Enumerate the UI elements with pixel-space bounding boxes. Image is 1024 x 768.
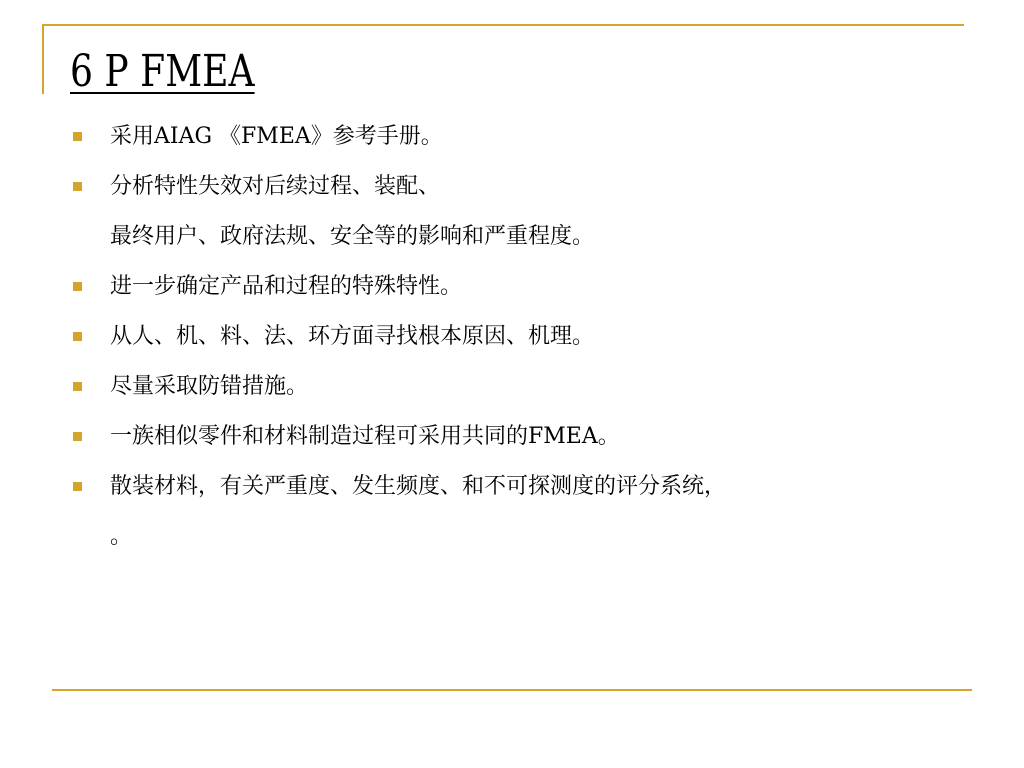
bullet-item: [70, 112, 970, 162]
bullet-text: 尽量采取防错措施。: [110, 374, 309, 399]
top-border-line: [42, 24, 964, 26]
left-border-line: [42, 24, 44, 94]
square-bullet-icon: [73, 132, 82, 141]
bullet-text: 。: [110, 524, 133, 549]
bullet-text: 散装材料，有关严重度、发生频度、和不可探测度的评分系统，: [110, 474, 727, 499]
square-bullet-icon: [73, 482, 82, 491]
bullet-item: [70, 362, 970, 412]
square-bullet-icon: [73, 282, 82, 291]
slide-title: 6 P FMEA: [70, 46, 255, 97]
bullet-text: 采用AIAG 《FMEA》参考手册。: [110, 124, 443, 149]
bullet-text: 一族相似零件和材料制造过程可采用共同的FMEA。: [110, 424, 620, 449]
bullet-list: [70, 112, 970, 562]
bullet-item: [70, 412, 970, 462]
bullet-text: 从人、机、料、法、环方面寻找根本原因、机理。: [110, 324, 595, 349]
bullet-item: [70, 312, 970, 362]
bullet-text: 进一步确定产品和过程的特殊特性。: [110, 274, 463, 299]
square-bullet-icon: [73, 332, 82, 341]
square-bullet-icon: [73, 182, 82, 191]
bottom-border-line: [52, 689, 972, 691]
square-bullet-icon: [73, 432, 82, 441]
bullet-item: [70, 162, 970, 262]
bullet-item: [70, 262, 970, 312]
bullet-item: [70, 462, 970, 562]
bullet-text: 分析特性失效对后续过程、装配、: [110, 174, 441, 199]
square-bullet-icon: [73, 382, 82, 391]
bullet-text: 最终用户、政府法规、安全等的影响和严重程度。: [110, 224, 595, 249]
